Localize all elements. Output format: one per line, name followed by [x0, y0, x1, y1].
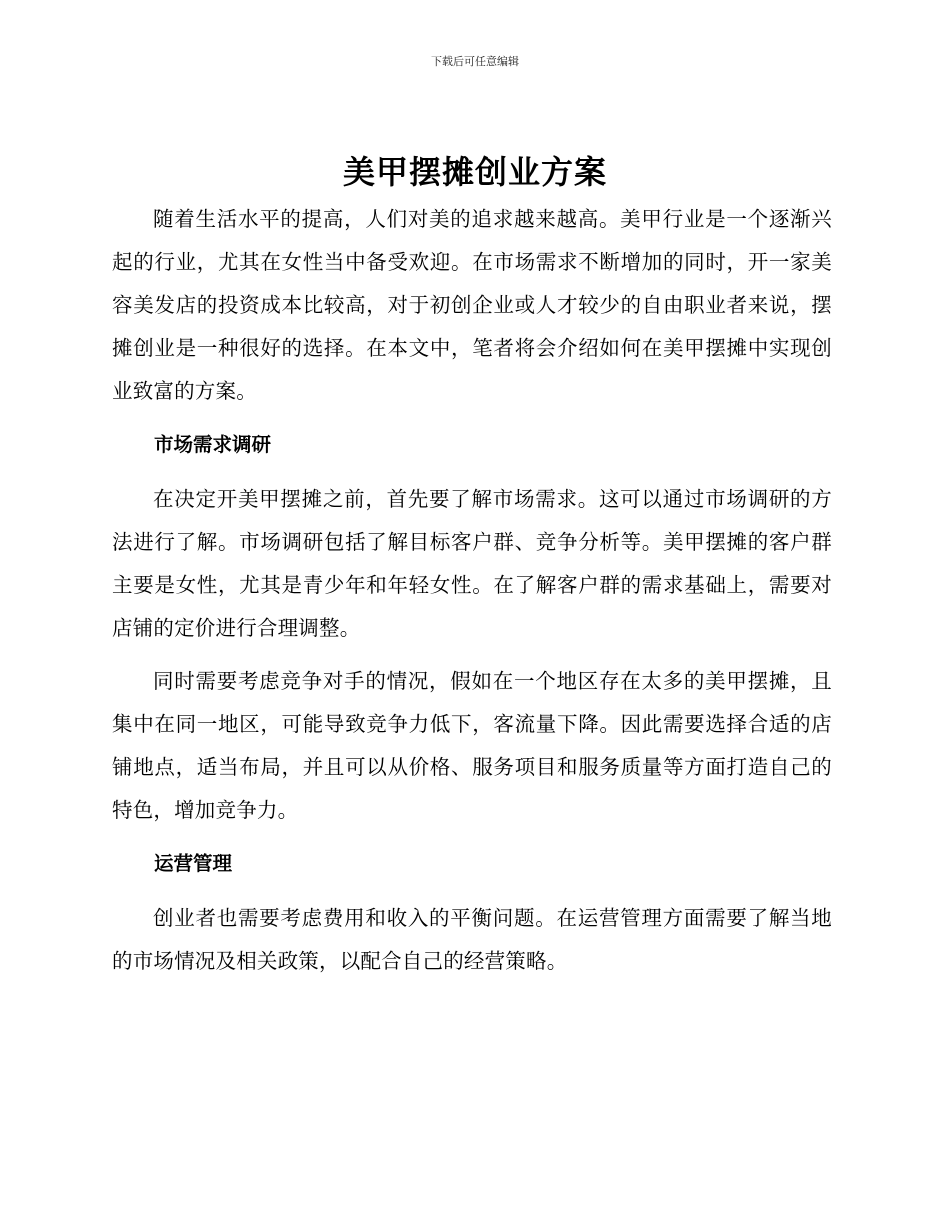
- document-body: [112, 198, 832, 993]
- page-header: 下载后可任意编辑: [431, 55, 519, 68]
- section-heading-market-research: 市场需求调研: [154, 433, 272, 456]
- document-title: 美甲摆摊创业方案: [342, 153, 607, 191]
- section-heading-operations: 运营管理: [154, 852, 233, 875]
- market-research-paragraph-1: 在决定开美甲摆摊之前，首先要了解市场需求。这可以通过市场调研的方法进行了解。市场调研包括了解目标客户群、竞争分析等。美甲摆摊的客户群主要是女性，尤其是青少年和年轻女性。在了解客户群的需求基础上，需要对店铺的定价进行合理调整。: [112, 487, 832, 640]
- operations-paragraph-1: 创业者也需要考虑费用和收入的平衡问题。在运营管理方面需要了解当地的市场情况及相关政策，以配合自己的经营策略。: [112, 906, 832, 973]
- intro-paragraph: 随着生活水平的提高，人们对美的追求越来越高。美甲行业是一个逐渐兴起的行业，尤其在女性当中备受欢迎。在市场需求不断增加的同时，开一家美容美发店的投资成本比较高，对于初创企业或人才较少的自由职业者来说，摆摊创业是一种很好的选择。在本文中，笔者将会介绍如何在美甲摆摊中实现创业致富的方案。: [112, 207, 832, 403]
- market-research-paragraph-2: 同时需要考虑竞争对手的情况，假如在一个地区存在太多的美甲摆摊，且集中在同一地区，可能导致竞争力低下，客流量下降。因此需要选择合适的店铺地点，适当布局，并且可以从价格、服务项目和服务质量等方面打造自己的特色，增加竞争力。: [112, 669, 832, 822]
